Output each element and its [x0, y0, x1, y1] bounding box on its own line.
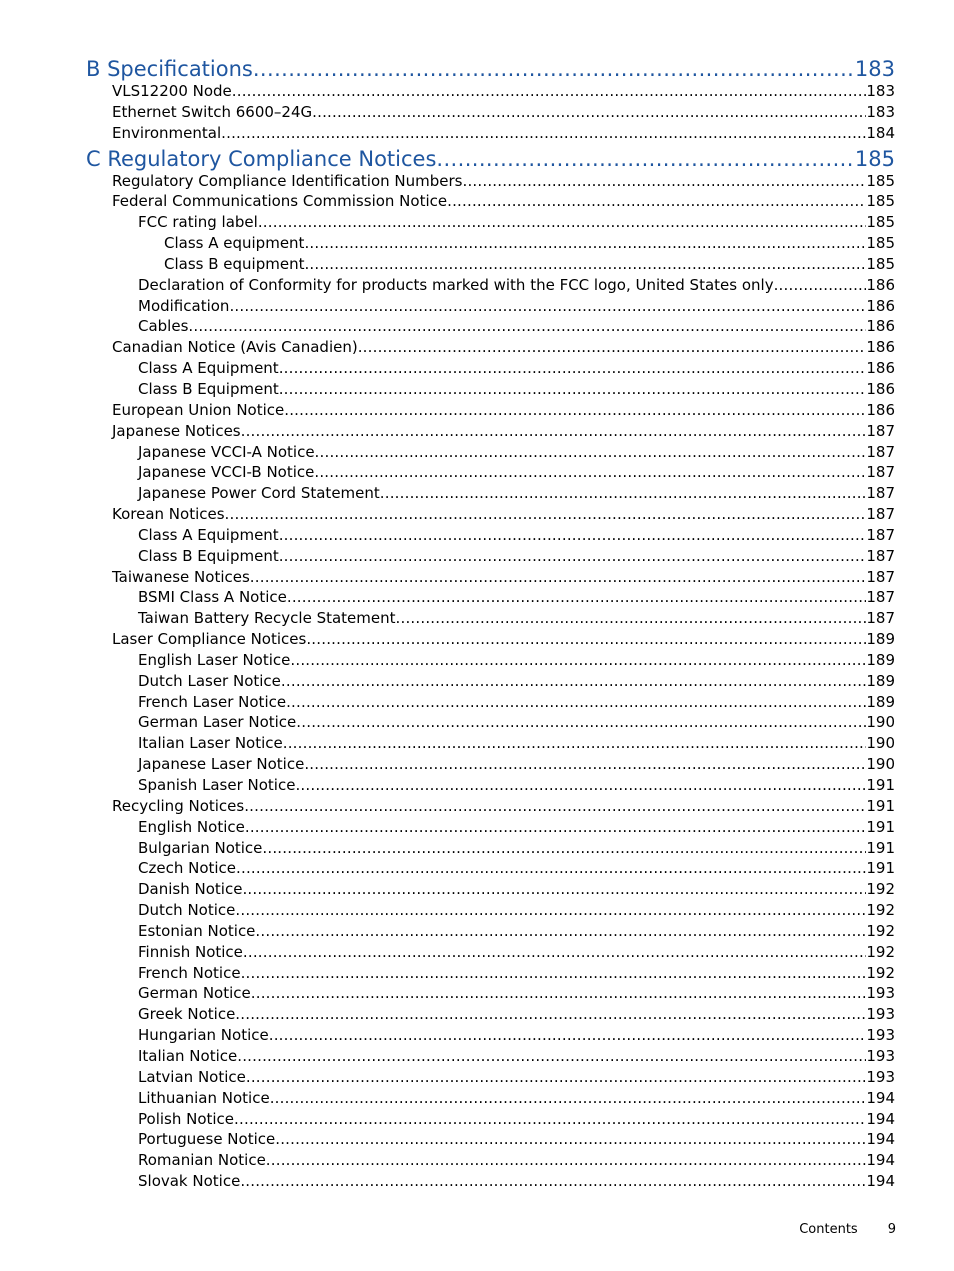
dot-leader: [304, 754, 866, 775]
toc-entry-page-number: 185: [866, 192, 895, 211]
toc-entry-title: Dutch Laser Notice: [138, 671, 281, 690]
toc-entry-title: FCC rating label: [138, 213, 258, 232]
toc-entry-title: Bulgarian Notice: [138, 838, 263, 857]
toc-entry[interactable]: [86, 817, 895, 838]
toc-entry[interactable]: [86, 1088, 895, 1109]
toc-entry-title: Korean Notices: [112, 505, 225, 524]
toc-entry-page-number: 193: [866, 1005, 895, 1024]
dot-leader: [258, 212, 867, 233]
toc-entry-title: Declaration of Conformity for products marked with the FCC logo, United States only: [138, 275, 774, 294]
toc-entry-title: Regulatory Compliance Identification Numbers: [112, 171, 463, 190]
dot-leader: [269, 1025, 867, 1046]
footer-section-label: Contents: [799, 1222, 858, 1237]
toc-entry-page-number: 186: [866, 296, 895, 315]
dot-leader: [232, 81, 867, 102]
dot-leader: [262, 838, 866, 859]
toc-entry-page-number: 191: [866, 859, 895, 878]
toc-entry-page-number: 194: [866, 1151, 895, 1170]
toc-entry[interactable]: [86, 1025, 895, 1046]
toc-entry[interactable]: [86, 254, 895, 275]
dot-leader: [304, 254, 866, 275]
dot-leader: [396, 608, 867, 629]
toc-entry-page-number: 194: [866, 1088, 895, 1107]
toc-entry-page-number: 189: [866, 671, 895, 690]
toc-entry-title: Slovak Notice: [138, 1172, 241, 1191]
toc-entry-page-number: 192: [866, 942, 895, 961]
dot-leader: [270, 1088, 867, 1109]
dot-leader: [279, 379, 867, 400]
footer-page-number: 9: [887, 1222, 896, 1237]
toc-entry[interactable]: [86, 1109, 895, 1130]
toc-entry[interactable]: [86, 296, 895, 317]
toc-entry-page-number: 187: [866, 567, 895, 586]
toc-entry-title: Spanish Laser Notice: [138, 776, 296, 794]
toc-entry-title: B Specifications: [86, 57, 253, 81]
toc-entry-title: Portuguese Notice: [138, 1130, 276, 1149]
dot-leader: [229, 296, 866, 317]
toc-entry[interactable]: [86, 337, 895, 358]
dot-leader: [235, 1004, 866, 1025]
dot-leader: [290, 650, 866, 671]
toc-entry-page-number: 194: [866, 1130, 895, 1149]
toc-entry-title: French Notice: [138, 963, 241, 982]
dot-leader: [286, 692, 866, 713]
toc-entry-title: European Union Notice: [112, 400, 285, 419]
toc-entry[interactable]: [86, 629, 895, 650]
toc-entry[interactable]: [86, 963, 895, 984]
toc-entry[interactable]: [86, 81, 895, 102]
toc-entry-page-number: 185: [866, 234, 895, 253]
toc-entry-page-number: 190: [866, 734, 895, 753]
toc-entry-page-number: 190: [866, 755, 895, 774]
toc-entry-page-number: 193: [866, 984, 895, 1003]
toc-entry[interactable]: [86, 546, 895, 567]
dot-leader: [281, 671, 866, 692]
dot-leader: [243, 942, 866, 963]
toc-entry-title: Lithuanian Notice: [138, 1088, 270, 1107]
toc-entry-title: Canadian Notice (Avis Canadien): [112, 338, 358, 357]
toc-entry-title: C Regulatory Compliance Notices: [86, 146, 437, 171]
toc-entry-page-number: 187: [866, 546, 895, 565]
dot-leader: [234, 1109, 866, 1130]
toc-entry-title: English Notice: [138, 817, 245, 836]
toc-entry-page-number: 191: [866, 838, 895, 857]
dot-leader: [255, 921, 866, 942]
dot-leader: [284, 400, 866, 421]
toc-entry-title: Japanese VCCI-B Notice: [138, 463, 315, 482]
dot-leader: [447, 191, 866, 212]
toc-entry[interactable]: [86, 1004, 895, 1025]
dot-leader: [304, 233, 866, 254]
toc-entry-title: Environmental: [112, 123, 222, 142]
toc-entry[interactable]: [86, 504, 895, 525]
dot-leader: [275, 1129, 866, 1150]
dot-leader: [242, 879, 866, 900]
toc-entry[interactable]: [86, 754, 895, 775]
toc-entry[interactable]: [86, 712, 895, 733]
toc-entry-page-number: 185: [866, 171, 895, 190]
dot-leader: [250, 567, 867, 588]
toc-entry-page-number: 185: [854, 146, 895, 171]
toc-entry[interactable]: [86, 567, 895, 588]
toc-entry-title: Finnish Notice: [138, 942, 243, 961]
dot-leader: [283, 733, 867, 754]
toc-entry-title: Class A Equipment: [138, 359, 279, 378]
toc-entry[interactable]: [86, 525, 895, 546]
toc-entry-page-number: 192: [866, 880, 895, 899]
toc-entry[interactable]: [86, 1171, 895, 1192]
toc-entry-title: Latvian Notice: [138, 1067, 246, 1086]
toc-entry-page-number: 186: [866, 379, 895, 398]
toc-entry[interactable]: [86, 775, 895, 796]
toc-entry-page-number: 193: [866, 1067, 895, 1086]
toc-entry[interactable]: [86, 858, 895, 879]
toc-entry-page-number: 192: [866, 901, 895, 920]
toc-entry-title: Italian Laser Notice: [138, 734, 283, 753]
toc-entry-title: Japanese Power Cord Statement: [138, 484, 380, 503]
toc-entry-title: BSMI Class A Notice: [138, 588, 287, 607]
toc-entry[interactable]: [86, 650, 895, 671]
dot-leader: [279, 525, 867, 546]
toc-entry[interactable]: [86, 587, 895, 608]
toc-entry[interactable]: [86, 1046, 895, 1067]
toc-entry-page-number: 187: [866, 484, 895, 503]
toc-entry-title: Recycling Notices: [112, 796, 245, 815]
dot-leader: [244, 796, 866, 817]
toc-entry-title: Italian Notice: [138, 1046, 238, 1065]
toc-entry-page-number: 187: [866, 442, 895, 461]
toc-entry[interactable]: [86, 483, 895, 504]
toc-entry-page-number: 185: [866, 254, 895, 273]
toc-entry-title: French Laser Notice: [138, 692, 287, 711]
toc-entry-title: Class B Equipment: [138, 546, 279, 565]
toc-entry-page-number: 194: [866, 1109, 895, 1128]
toc-entry-page-number: 185: [866, 213, 895, 232]
toc-entry[interactable]: [86, 1150, 895, 1171]
toc-chapter-entry[interactable]: [86, 146, 895, 172]
toc-entry-page-number: 192: [866, 921, 895, 940]
toc-entry[interactable]: [86, 733, 895, 754]
toc-entry-title: Japanese Notices: [112, 421, 241, 440]
toc-entry-title: Ethernet Switch 6600–24G: [112, 102, 313, 121]
toc-entry-title: Japanese VCCI-A Notice: [138, 442, 315, 461]
dot-leader: [251, 983, 867, 1004]
toc-entry-page-number: 183: [866, 82, 895, 100]
dot-leader: [287, 587, 866, 608]
dot-leader: [235, 900, 866, 921]
toc-entry-title: Romanian Notice: [138, 1151, 266, 1170]
dot-leader: [236, 858, 866, 879]
toc-entry[interactable]: [86, 879, 895, 900]
toc-entry-title: Danish Notice: [138, 880, 243, 899]
table-of-contents: [86, 56, 895, 1192]
toc-entry[interactable]: [86, 316, 895, 337]
dot-leader: [312, 102, 866, 123]
dot-leader: [296, 712, 866, 733]
toc-entry[interactable]: [86, 692, 895, 713]
toc-entry-page-number: 194: [866, 1172, 895, 1191]
toc-entry-title: Hungarian Notice: [138, 1026, 269, 1045]
toc-entry-title: Class A equipment: [164, 234, 305, 253]
toc-entry[interactable]: [86, 1067, 895, 1088]
toc-entry-page-number: 191: [866, 776, 895, 794]
toc-entry-title: Modification: [138, 296, 230, 315]
toc-entry-title: Estonian Notice: [138, 921, 256, 940]
toc-entry-page-number: 191: [866, 817, 895, 836]
toc-entry-page-number: 186: [866, 338, 895, 357]
toc-entry[interactable]: [86, 983, 895, 1004]
toc-entry[interactable]: [86, 900, 895, 921]
toc-entry[interactable]: [86, 838, 895, 859]
toc-entry-title: Class B equipment: [164, 254, 305, 273]
toc-entry-title: German Laser Notice: [138, 713, 297, 732]
toc-entry-page-number: 187: [866, 525, 895, 544]
toc-entry-page-number: 187: [866, 588, 895, 607]
toc-entry-page-number: 189: [866, 692, 895, 711]
dot-leader: [279, 546, 867, 567]
toc-entry-page-number: 187: [866, 421, 895, 440]
toc-entry[interactable]: [86, 421, 895, 442]
toc-entry-page-number: 186: [866, 400, 895, 419]
toc-entry-page-number: 184: [866, 123, 895, 142]
toc-entry-page-number: 192: [866, 963, 895, 982]
toc-entry-title: Class B Equipment: [138, 379, 279, 398]
dot-leader: [774, 275, 867, 296]
toc-entry-title: Taiwan Battery Recycle Statement: [138, 609, 396, 628]
toc-entry-title: Cables: [138, 317, 189, 336]
toc-entry[interactable]: [86, 102, 895, 123]
dot-leader: [436, 146, 855, 172]
toc-entry[interactable]: [86, 921, 895, 942]
toc-entry[interactable]: [86, 1129, 895, 1150]
toc-entry[interactable]: [86, 358, 895, 379]
dot-leader: [295, 775, 866, 796]
toc-entry[interactable]: [86, 462, 895, 483]
toc-entry-title: English Laser Notice: [138, 650, 291, 669]
toc-entry-title: Class A Equipment: [138, 525, 279, 544]
dot-leader: [246, 1067, 866, 1088]
dot-leader: [315, 442, 867, 463]
toc-chapter-entry[interactable]: [86, 56, 895, 82]
toc-entry[interactable]: [86, 608, 895, 629]
toc-entry-page-number: 183: [854, 57, 895, 81]
dot-leader: [188, 316, 866, 337]
toc-entry[interactable]: [86, 942, 895, 963]
toc-entry[interactable]: [86, 191, 895, 212]
dot-leader: [380, 483, 867, 504]
dot-leader: [253, 56, 855, 82]
toc-entry[interactable]: [86, 442, 895, 463]
dot-leader: [245, 817, 867, 838]
dot-leader: [279, 358, 867, 379]
dot-leader: [240, 1171, 866, 1192]
toc-entry-title: VLS12200 Node: [112, 82, 232, 100]
dot-leader: [225, 504, 867, 525]
toc-entry-page-number: 190: [866, 713, 895, 732]
toc-entry-page-number: 186: [866, 359, 895, 378]
dot-leader: [237, 1046, 866, 1067]
toc-entry-title: Japanese Laser Notice: [138, 755, 305, 774]
dot-leader: [306, 629, 866, 650]
dot-leader: [463, 171, 867, 192]
page-footer: [799, 1222, 896, 1237]
toc-entry[interactable]: [86, 671, 895, 692]
toc-entry-page-number: 187: [866, 463, 895, 482]
toc-entry[interactable]: [86, 233, 895, 254]
dot-leader: [241, 963, 867, 984]
dot-leader: [221, 123, 866, 144]
toc-entry-page-number: 193: [866, 1046, 895, 1065]
toc-entry-page-number: 186: [866, 275, 895, 294]
toc-entry[interactable]: [86, 123, 895, 144]
toc-entry[interactable]: [86, 212, 895, 233]
toc-entry-title: German Notice: [138, 984, 251, 1003]
dot-leader: [241, 421, 867, 442]
toc-entry[interactable]: [86, 400, 895, 421]
toc-entry[interactable]: [86, 171, 895, 192]
toc-entry[interactable]: [86, 275, 895, 296]
toc-entry[interactable]: [86, 379, 895, 400]
dot-leader: [266, 1150, 867, 1171]
toc-entry-title: Dutch Notice: [138, 901, 236, 920]
toc-entry-title: Taiwanese Notices: [112, 567, 250, 586]
toc-entry-page-number: 186: [866, 317, 895, 336]
toc-entry[interactable]: [86, 796, 895, 817]
toc-entry-title: Federal Communications Commission Notice: [112, 192, 448, 211]
dot-leader: [358, 337, 867, 358]
toc-entry-page-number: 187: [866, 609, 895, 628]
toc-entry-page-number: 183: [866, 102, 895, 121]
toc-entry-title: Laser Compliance Notices: [112, 630, 307, 649]
dot-leader: [314, 462, 866, 483]
toc-entry-title: Czech Notice: [138, 859, 237, 878]
toc-entry-title: Polish Notice: [138, 1109, 235, 1128]
toc-entry-page-number: 187: [866, 505, 895, 524]
toc-entry-page-number: 193: [866, 1026, 895, 1045]
toc-entry-title: Greek Notice: [138, 1005, 236, 1024]
toc-entry-page-number: 191: [866, 796, 895, 815]
toc-entry-page-number: 189: [866, 630, 895, 649]
toc-entry-page-number: 189: [866, 650, 895, 669]
